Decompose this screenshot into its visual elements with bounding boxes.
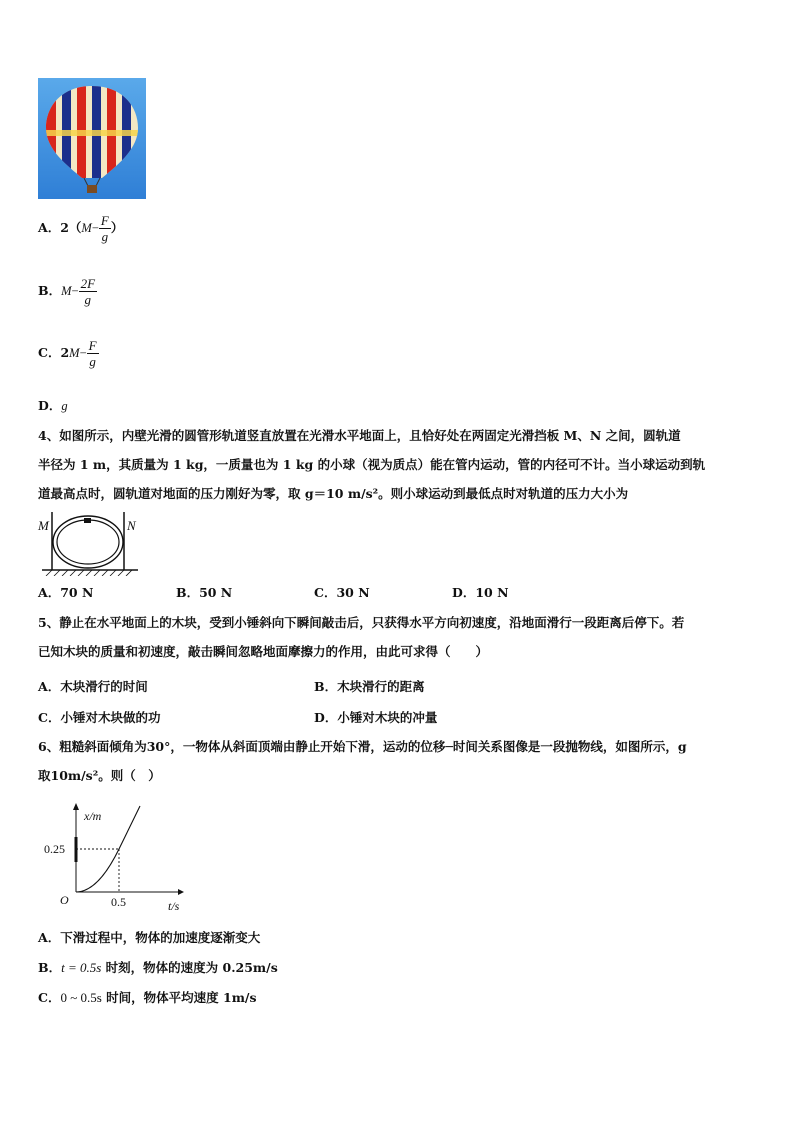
q5-text [38,608,684,666]
q4-option-c: C．30 N [314,585,370,600]
prev-option-b: B．M− $\frac{2F}{g}$ [38,276,96,307]
q6-text [38,732,687,790]
prev-option-c: C．2M− $\frac{F}{g}$ [38,338,97,369]
q4-option-b: B．50 N [176,585,233,600]
q4-option-d: D．10 N [452,585,509,600]
balloon-image [38,78,146,199]
label-n: N [127,518,136,533]
ring-outer [53,516,123,568]
q4-line-2: 半径为 1 m，其质量为 1 kg，一质量也为 1 kg 的小球（视为质点）能在管内运动，管的内径可不计。当小球运动到轨 [38,457,706,472]
prev-option-d: D．g [38,398,68,413]
q6-line-2: 取10m/s²。则（ ） [38,768,161,783]
q4-line-1: 4、如图所示，内壁光滑的圆管形轨道竖直放置在光滑水平地面上，且恰好处在两固定光滑挡板 M、N 之间，圆轨道 [38,428,681,443]
q4-text [38,421,705,508]
q6-option-b: B．t = 0.5s 时刻，物体的速度为 0.25m/s [38,960,278,975]
ring-inner [57,520,119,564]
prev-option-a: A．2（M− $\frac{F}{g}$ ） [38,213,124,244]
y-axis-label: x/m [84,809,102,823]
q6-line-1: 6、粗糙斜面倾角为30°，一物体从斜面顶端由静止开始下滑，运动的位移─时间关系图像是一段抛物线，如图所示，g [38,739,687,754]
q5-option-d: D．小锤对木块的冲量 [314,710,438,725]
x-tick-label: 0.5 [111,895,126,909]
x-axis-label: t/s [168,899,180,913]
q4-option-a: A．70 N [38,585,94,600]
y-tick-label: 0.25 [44,842,65,856]
hot-air-balloon-icon [38,78,146,199]
q6-option-a: A．下滑过程中，物体的加速度逐渐变大 [38,930,261,945]
q6-option-c: C．0 ~ 0.5s 时间，物体平均速度 1m/s [38,990,257,1005]
q5-line-2: 已知木块的质量和初速度，敲击瞬间忽略地面摩擦力的作用，由此可求得（ ） [38,644,489,659]
q5-option-b: B．木块滑行的距离 [314,679,425,694]
q5-line-1: 5、静止在水平地面上的木块，受到小锤斜向下瞬间敲击后，只获得水平方向初速度，沿地面滑行一段距离后停下。若 [38,615,685,630]
q4-figure [38,510,142,576]
q5-option-a: A．木块滑行的时间 [38,679,148,694]
q6-graph [38,802,188,914]
q4-line-3: 道最高点时，圆轨道对地面的压力刚好为零，取 g＝10 m/s²。则小球运动到最低点时对轨道的压力大小为 [38,486,629,501]
ball-icon [84,518,91,523]
q5-option-c: C．小锤对木块做的功 [38,710,161,725]
label-m: M [38,518,49,533]
origin-label: O [60,893,69,907]
